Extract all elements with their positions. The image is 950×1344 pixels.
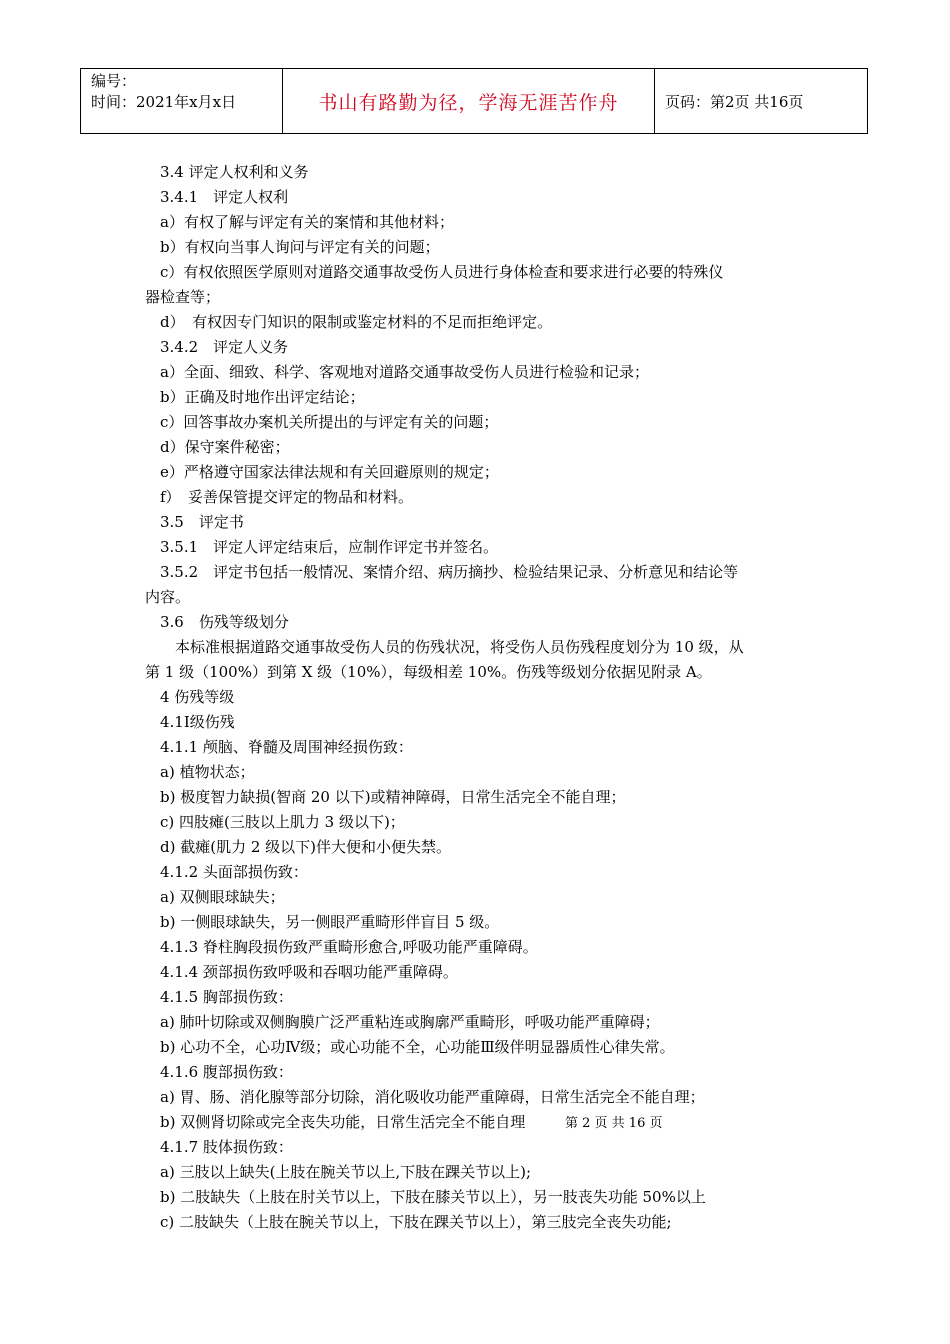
subsection-heading: 4.1.5 胸部损伤致： <box>160 988 293 1006</box>
list-item: a) 双侧眼球缺失； <box>160 888 285 906</box>
list-item: f） 妥善保管提交评定的物品和材料。 <box>160 488 414 506</box>
subsection-heading: 4.1.4 颈部损伤致呼吸和吞咽功能严重障碍。 <box>160 963 458 981</box>
list-item: c）有权依照医学原则对道路交通事故受伤人员进行身体检查和要求进行必要的特殊仪 <box>160 263 724 281</box>
subsection-heading: 4.1.1 颅脑、脊髓及周围神经损伤致： <box>160 738 413 756</box>
header-table <box>80 68 868 134</box>
list-item: d）保守案件秘密； <box>160 438 290 456</box>
list-item: d） 有权因专门知识的限制或鉴定材料的不足而拒绝评定。 <box>160 313 553 331</box>
subsection-heading: 4.1.3 脊柱胸段损伤致严重畸形愈合,呼吸功能严重障碍。 <box>160 938 538 956</box>
paragraph: 3.5.2 评定书包括一般情况、案情介绍、病历摘抄、检验结果记录、分析意见和结论等 <box>160 563 739 581</box>
list-item: d) 截瘫(肌力 2 级以下)伴大便和小便失禁。 <box>160 838 452 856</box>
list-item: a) 三肢以上缺失(上肢在腕关节以上,下肢在踝关节以上); <box>160 1163 532 1181</box>
list-item: a）全面、细致、科学、客观地对道路交通事故受伤人员进行检验和记录； <box>160 363 649 381</box>
header-meta-cell <box>81 69 283 133</box>
list-item: b) 一侧眼球缺失，另一侧眼严重畸形伴盲目 5 级。 <box>160 913 500 931</box>
paragraph-continuation: 第 1 级（100%）到第 X 级（10%），每级相差 10%。伤残等级划分依据见附录 A。 <box>145 663 712 681</box>
list-item: a) 植物状态； <box>160 763 255 781</box>
inline-page-footer: 第 2 页 共 16 页 <box>565 1116 663 1131</box>
subsection-heading: 3.4.2 评定人义务 <box>160 338 289 356</box>
subsection-heading: 4.1.6 腹部损伤致： <box>160 1063 293 1081</box>
header-motto-cell <box>283 69 655 133</box>
section-heading: 3.5 评定书 <box>160 513 244 531</box>
list-item: b) 心功不全，心功Ⅳ级；或心功能不全，心功能Ⅲ级伴明显器质性心律失常。 <box>160 1038 675 1056</box>
chapter-heading: 4 伤残等级 <box>160 688 235 706</box>
document-number: 编号： <box>91 72 137 90</box>
paragraph: 3.5.1 评定人评定结束后，应制作评定书并签名。 <box>160 538 499 556</box>
list-item: b）有权向当事人询问与评定有关的问题； <box>160 238 440 256</box>
page-number: 页码：第2页 共16页 <box>665 92 804 111</box>
list-item: b）正确及时地作出评定结论； <box>160 388 365 406</box>
header-page-cell <box>655 69 867 133</box>
subsection-heading: 4.1.2 头面部损伤致： <box>160 863 308 881</box>
motto-text: 书山有路勤为径，学海无涯苦作舟 <box>318 91 619 114</box>
list-item: b) 极度智力缺损(智商 20 以下)或精神障碍，日常生活完全不能自理； <box>160 788 626 806</box>
document-body <box>145 160 810 1235</box>
list-item: a) 胃、肠、消化腺等部分切除，消化吸收功能严重障碍，日常生活完全不能自理； <box>160 1088 705 1106</box>
list-item: a）有权了解与评定有关的案情和其他材料； <box>160 213 454 231</box>
paragraph-continuation: 内容。 <box>145 588 191 606</box>
document-date: 时间：2021年x月x日 <box>91 93 237 111</box>
section-heading: 3.4 评定人权利和义务 <box>160 163 309 181</box>
list-item: c) 二肢缺失（上肢在腕关节以上，下肢在踝关节以上），第三肢完全丧失功能; <box>160 1213 672 1231</box>
list-item: e）严格遵守国家法律法规和有关回避原则的规定； <box>160 463 499 481</box>
paragraph: 本标准根据道路交通事故受伤人员的伤残状况，将受伤人员伤残程度划分为 10 级，从 <box>175 638 744 656</box>
list-item: c) 四肢瘫(三肢以上肌力 3 级以下)； <box>160 813 405 831</box>
subsection-heading: 3.4.1 评定人权利 <box>160 188 289 206</box>
section-heading: 3.6 伤残等级划分 <box>160 613 289 631</box>
list-item: b) 双侧肾切除或完全丧失功能，日常生活完全不能自理 <box>160 1113 526 1131</box>
list-item: a) 肺叶切除或双侧胸膜广泛严重粘连或胸廓严重畸形，呼吸功能严重障碍； <box>160 1013 660 1031</box>
list-item-continuation: 器检查等； <box>145 288 221 306</box>
subsection-heading: 4.1.7 肢体损伤致： <box>160 1138 293 1156</box>
list-item: c）回答事故办案机关所提出的与评定有关的问题； <box>160 413 499 431</box>
list-item: b) 二肢缺失（上肢在肘关节以上，下肢在膝关节以上），另一肢丧失功能 50%以上 <box>160 1188 706 1206</box>
section-heading: 4.1Ⅰ级伤残 <box>160 713 235 731</box>
